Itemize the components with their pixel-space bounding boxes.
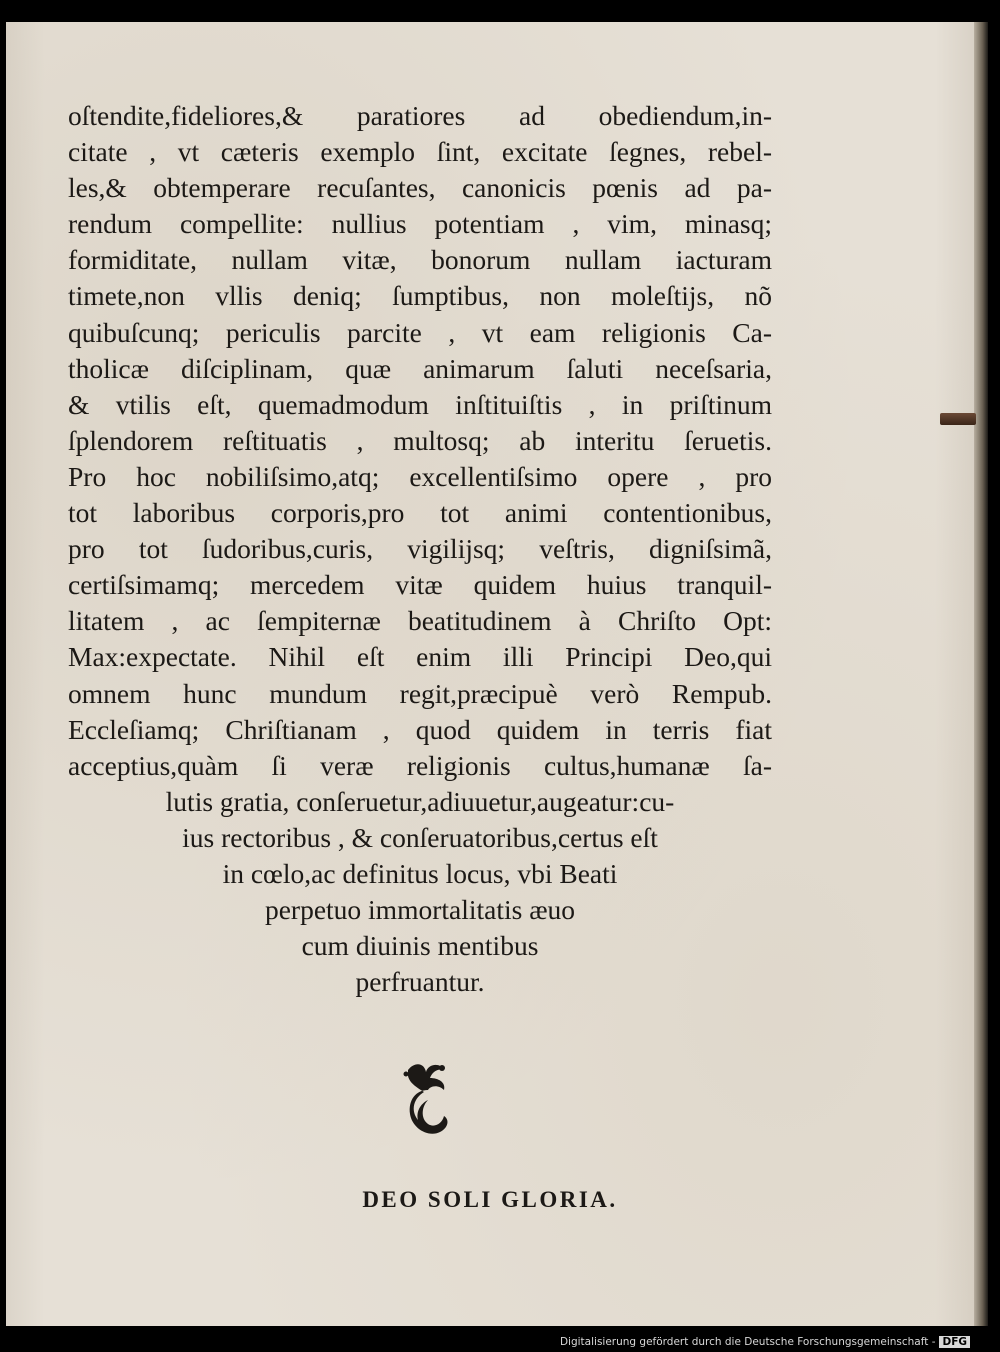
text-line: Eccleſiamq; Chriſtianam , quod quidem in terris fiat xyxy=(68,713,772,745)
bookmark-tab xyxy=(940,413,976,425)
text-line: ſplendorem reſtituatis , multosq; ab interitu ſeruetis. xyxy=(68,424,772,456)
footer-credit xyxy=(560,1336,970,1348)
text-line: formiditate, nullam vitæ, bonorum nullam iacturam xyxy=(68,244,772,276)
page-edge xyxy=(974,22,988,1326)
text-line: certiſsimamq; mercedem vitæ quidem huius tranquil- xyxy=(68,569,772,601)
text-line: omnem hunc mundum regit,præcipuè verò Rempub. xyxy=(68,677,772,709)
body-text xyxy=(68,98,772,1000)
fleuron-ornament-icon xyxy=(398,1060,454,1142)
text-line: ius rectoribus , & conſeruatoribus,certus eſt xyxy=(182,821,658,853)
text-line: & vtilis eſt, quemadmodum inſtituiſtis , in priſtinum xyxy=(68,388,772,420)
text-line: rendum compellite: nullius potentiam , vim, minasq; xyxy=(68,208,772,240)
text-line: Max:expectate. Nihil eſt enim illi Principi Deo,qui xyxy=(68,641,772,673)
text-line: perpetuo immortalitatis æuo xyxy=(264,894,576,926)
text-line: tot laboribus corporis,pro tot animi contentionibus, xyxy=(68,497,772,529)
text-line: perfruantur. xyxy=(355,966,485,998)
text-line: citate , vt cæteris exemplo ſint, excitate ſegnes, rebel- xyxy=(68,136,772,168)
footer-text: Digitalisierung gefördert durch die Deutsche Forschungsgemeinschaft - xyxy=(559,1336,936,1348)
dfg-logo: DFG xyxy=(939,1336,970,1348)
text-line: oſtendite,fideliores,& paratiores ad obediendum,in- xyxy=(68,100,772,131)
text-line: cum diuinis mentibus xyxy=(301,930,539,962)
book-page xyxy=(6,22,974,1326)
closing-motto: DEO SOLI GLORIA. xyxy=(362,1187,618,1212)
text-line: timete,non vllis deniq; ſumptibus, non moleſtijs, nõ xyxy=(68,280,772,312)
text-line: quibuſcunq; periculis parcite , vt eam religionis Ca- xyxy=(68,316,772,348)
text-line: litatem , ac ſempiternæ beatitudinem à Chriſto Opt: xyxy=(68,605,772,637)
text-line: Pro hoc nobiliſsimo,atq; excellentiſsimo opere , pro xyxy=(68,460,772,492)
text-line: acceptius,quàm ſi veræ religionis cultus,humanæ ſa- xyxy=(68,749,772,781)
text-line: pro tot ſudoribus,curis, vigilijsq; veſtris, digniſsimã, xyxy=(68,533,772,565)
text-line: les,& obtemperare recuſantes, canonicis pœnis ad pa- xyxy=(68,172,772,204)
text-line: tholicæ diſciplinam, quæ animarum ſaluti neceſsaria, xyxy=(68,352,772,384)
text-line: in cœlo,ac definitus locus, vbi Beati xyxy=(222,857,618,889)
text-line: lutis gratia, conſeruetur,adiuuetur,augeatur:cu- xyxy=(165,785,675,817)
